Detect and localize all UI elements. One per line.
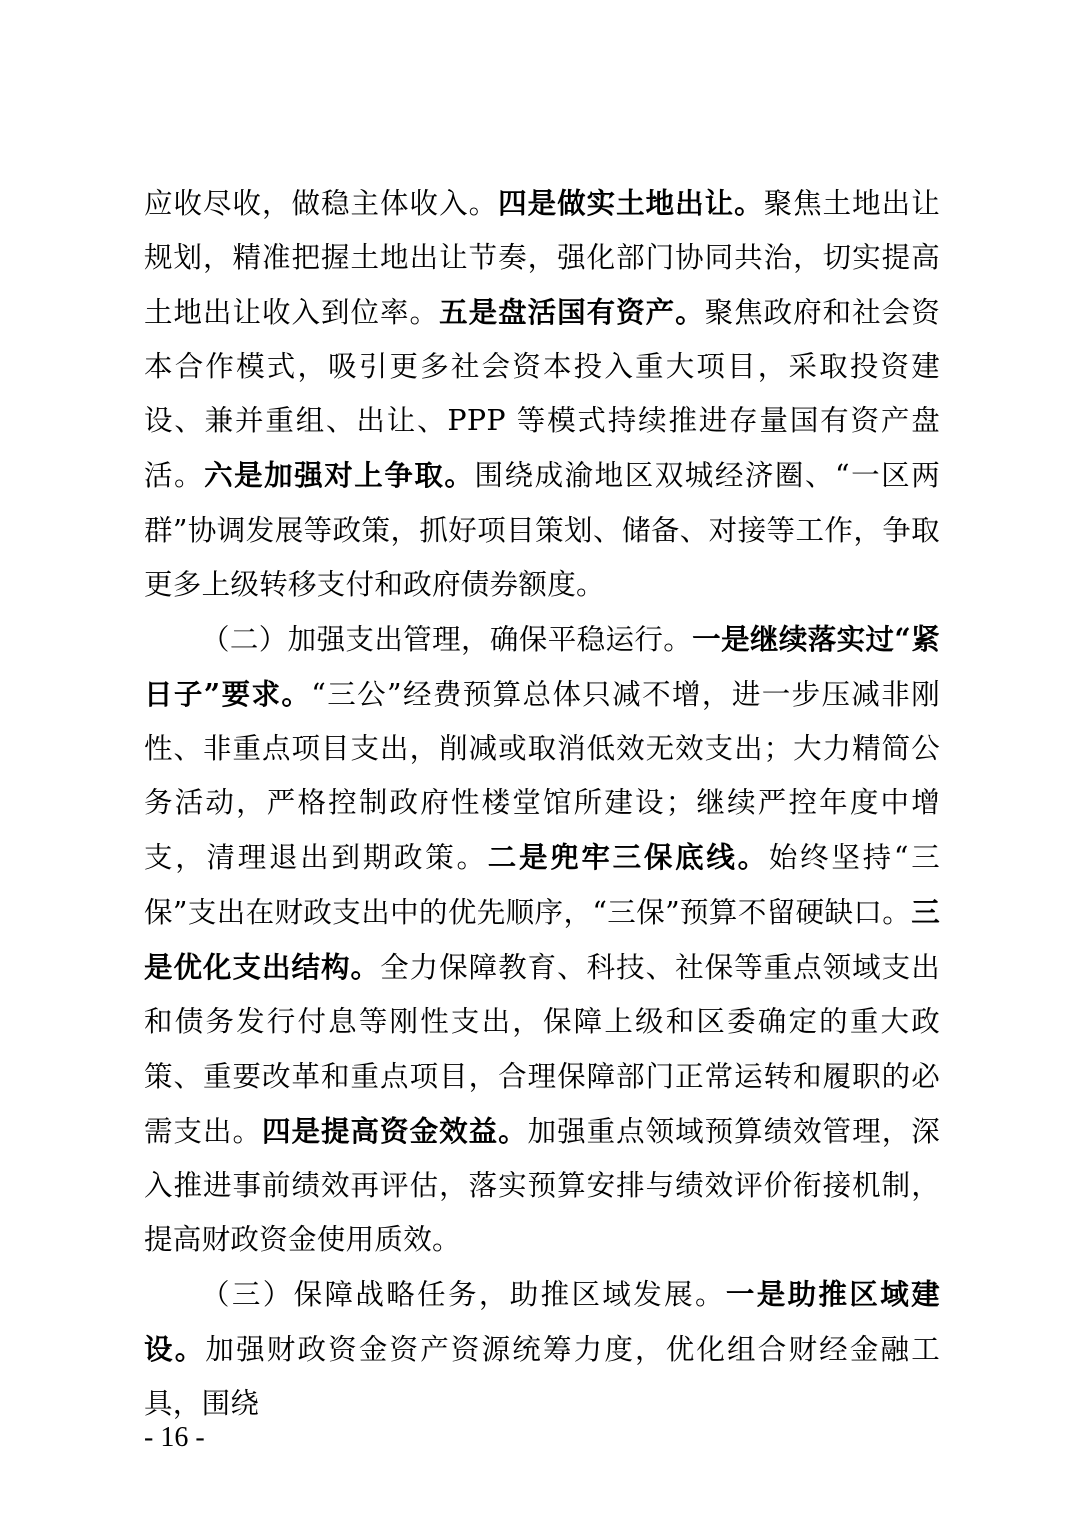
page-number: - 16 - (144, 1422, 205, 1453)
bold-heading-text: 六是加强对上争取。 (204, 458, 475, 493)
bold-heading-text: 三是优化支出结构。 (144, 895, 940, 985)
paragraph-text: （二）加强支出管理，确保平稳运行。 (201, 622, 693, 656)
paragraph (144, 612, 940, 1267)
paragraph-text: 全力保障教育、科技、社保等重点领域支出和债务发行付息等刚性支出，保障上级和区委确定的重大政策、重要改革和重点项目，合理保障部门正常运转和履职的必需支出。 (144, 951, 940, 1148)
paragraph-text: 围绕成渝地区双城经济圈、“一区两群”协调发展等政策，抓好项目策划、储备、对接等工作，争取更多上级转移支付和政府债券额度。 (144, 459, 940, 601)
paragraph-text: 加强重点领域预算绩效管理，深入推进事前绩效再评估，落实预算安排与绩效评价衔接机制，提高财政资金使用质效。 (144, 1114, 941, 1256)
paragraph (144, 176, 940, 612)
paragraph-text: （三）保障战略任务，助推区域发展。 (201, 1277, 726, 1311)
paragraph-text: “三公”经费预算总体只减不增，进一步压减非刚性、非重点项目支出，削减或取消低效无效支出；大力精简公务活动，严格控制政府性楼堂馆所建设；继续严控年度中增支，清理退出到期政策。 (144, 677, 940, 875)
paragraph-text: 加强财政资金资产资源统筹力度，优化组合财经金融工具，围绕 (144, 1332, 941, 1421)
paragraph (144, 1267, 940, 1431)
bold-heading-text: 一是继续落实过“紧日子”要求。 (144, 621, 941, 711)
bold-heading-text: 四是做实土地出让。 (498, 186, 764, 220)
paragraph-text: 聚焦政府和社会资本合作模式，吸引更多社会资本投入重大项目，采取投资建设、兼并重组、出让、PPP 等模式持续推进存量国有资产盘活。 (144, 296, 940, 493)
bold-heading-text: 四是提高资金效益。 (262, 1113, 528, 1148)
paragraph-text: 始终坚持“三保”支出在财政支出中的优先顺序，“三保”预算不留硬缺口。 (144, 841, 940, 930)
bold-heading-text: 二是兜牢三保底线。 (487, 840, 769, 875)
bold-heading-text: 五是盘活国有资产。 (439, 295, 705, 330)
paragraph-text: 应收尽收，做稳主体收入。 (144, 187, 499, 220)
bold-heading-text: 一是助推区域建设。 (144, 1276, 940, 1366)
body-text (144, 176, 940, 1431)
paragraph-text: 聚焦土地出让规划，精准把握土地出让节奏，强化部门协同共治，切实提高土地出让收入到位率。 (144, 187, 940, 330)
